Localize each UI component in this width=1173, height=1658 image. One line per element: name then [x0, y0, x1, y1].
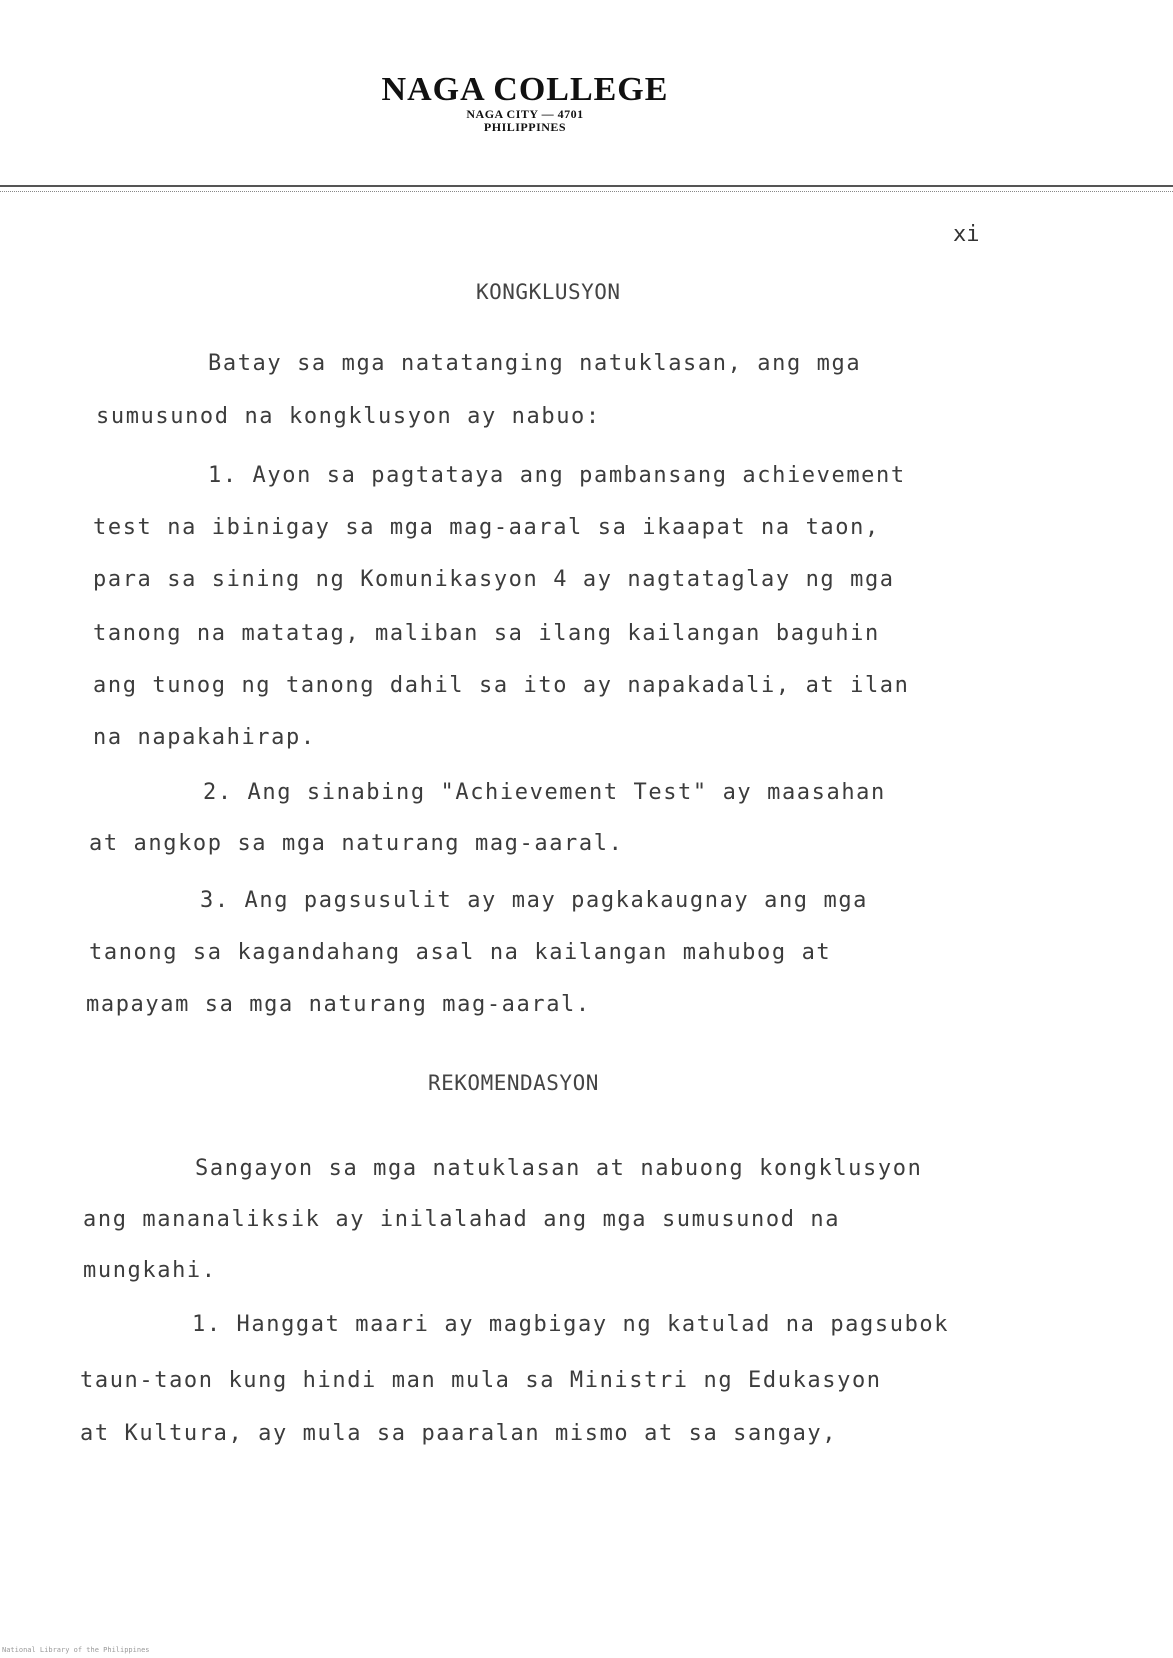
rekomendasyon-line: at Kultura, ay mula sa paaralan mismo at sa sangay, [80, 1421, 838, 1446]
letterhead-rule [0, 185, 1173, 187]
letterhead [0, 72, 1050, 134]
rekomendasyon-line: taun-taon kung hindi man mula sa Ministri ng Edukasyon [80, 1368, 882, 1393]
konklusyon-line: para sa sining ng Komunikasyon 4 ay nagtataglay ng mga [93, 567, 895, 592]
konklusyon-heading: KONGKLUSYON [476, 280, 621, 304]
konklusyon-line: tanong na matatag, maliban sa ilang kailangan baguhin [93, 621, 880, 646]
konklusyon-line: 3. Ang pagsusulit ay may pagkakaugnay ang mga [200, 888, 869, 913]
rekomendasyon-line: mungkahi. [83, 1258, 217, 1283]
konklusyon-line: 1. Ayon sa pagtataya ang pambansang achievement [208, 463, 906, 488]
footer-note: National Library of the Philippines [2, 1646, 150, 1654]
konklusyon-line: 2. Ang sinabing "Achievement Test" ay maasahan [203, 780, 886, 805]
konklusyon-line: test na ibinigay sa mga mag-aaral sa ikaapat na taon, [93, 515, 880, 540]
college-country: PHILIPPINES [483, 120, 567, 134]
page-number: xi [953, 222, 980, 247]
college-name: NAGA COLLEGE [381, 71, 669, 108]
rekomendasyon-line: ang mananaliksik ay inilalahad ang mga sumusunod na [83, 1207, 841, 1232]
konklusyon-line: sumusunod na kongklusyon ay nabuo: [96, 404, 601, 429]
konklusyon-line: at angkop sa mga naturang mag-aaral. [89, 831, 624, 856]
konklusyon-line: tanong sa kagandahang asal na kailangan mahubog at [89, 940, 832, 965]
konklusyon-line: mapayam sa mga naturang mag-aaral. [86, 992, 591, 1017]
konklusyon-line: ang tunog ng tanong dahil sa ito ay napakadali, at ilan [93, 673, 910, 698]
konklusyon-line: Batay sa mga natatanging natuklasan, ang mga [208, 351, 862, 376]
rekomendasyon-line: 1. Hanggat maari ay magbigay ng katulad na pagsubok [192, 1312, 950, 1337]
rekomendasyon-heading: REKOMENDASYON [428, 1071, 599, 1095]
college-city: NAGA CITY — 4701 [466, 107, 584, 121]
konklusyon-line: na napakahirap. [93, 725, 316, 750]
rekomendasyon-line: Sangayon sa mga natuklasan at nabuong kongklusyon [195, 1156, 923, 1181]
letterhead-rule-dotted [0, 191, 1173, 192]
